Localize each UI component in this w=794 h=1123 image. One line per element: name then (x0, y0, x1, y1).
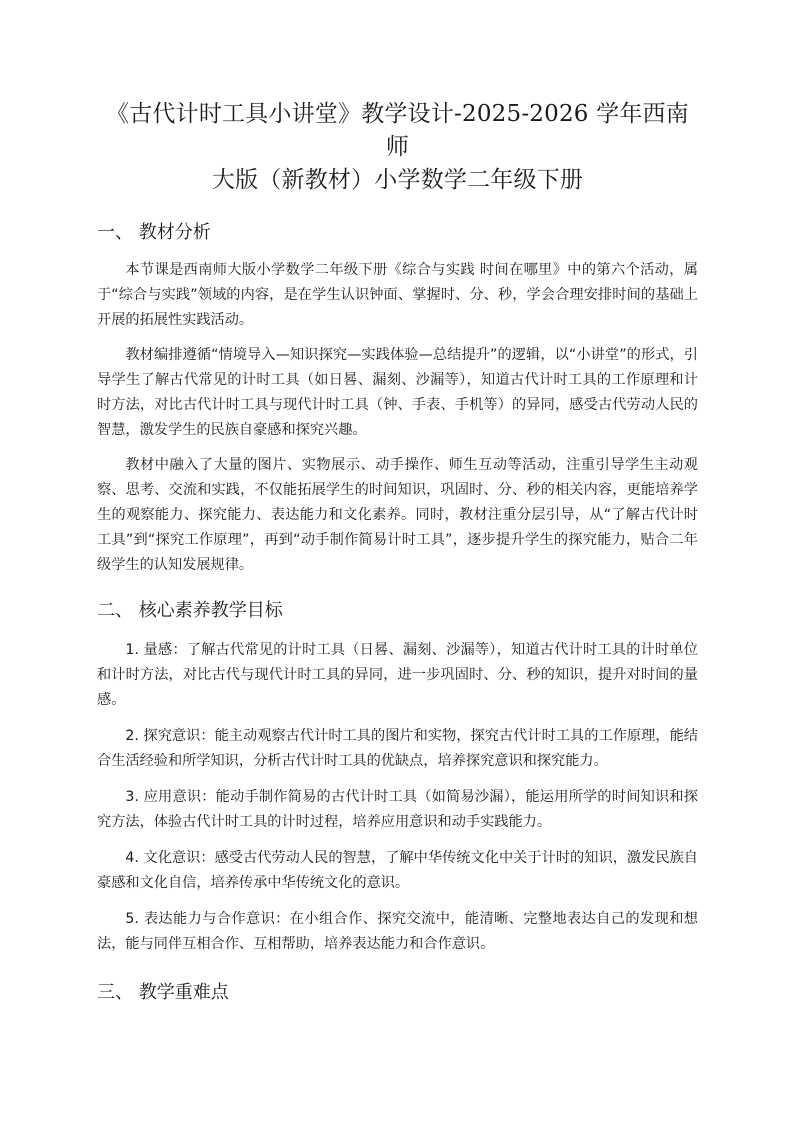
objective-item: 3. 应用意识：能动手制作简易的古代计时工具（如简易沙漏），能运用所学的时间知识和探究方法，体验古代计时工具的计时过程，培养应用意识和动手实践能力。 (97, 789, 698, 830)
document-title-line-1: 《古代计时工具小讲堂》教学设计-2025-2026 学年西南师 (106, 101, 689, 160)
section-heading: 三、 教学重难点 (97, 982, 229, 1003)
section-teaching-objectives (97, 599, 698, 957)
section-key-difficulties (97, 981, 698, 1005)
objective-item: 2. 探究意识：能主动观察古代计时工具的图片和实物，探究古代计时工具的工作原理，能结合生活经验和所学知识，分析古代计时工具的优缺点，培养探究意识和探究能力。 (97, 728, 698, 769)
objective-item: 1. 量感：了解古代常见的计时工具（日晷、漏刻、沙漏等），知道古代计时工具的计时单位和计时方法，对比古代与现代计时工具的异同，进一步巩固时、分、秒的知识，提升对时间的量感。 (97, 642, 698, 708)
section-heading: 一、 教材分析 (97, 222, 211, 243)
document-title (97, 98, 698, 197)
objective-item: 5. 表达能力与合作意识：在小组合作、探究交流中，能清晰、完整地表达自己的发现和想法，能与同伴互相合作、互相帮助，培养表达能力和合作意识。 (97, 911, 698, 952)
paragraph: 教材编排遵循“情境导入—知识探究—实践体验—总结提升”的逻辑，以“小讲堂”的形式，引导学生了解古代常见的计时工具（如日晷、漏刻、沙漏等），知道古代计时工具的工作原理和计时方法，对比古代计时工具与现代计时工具（钟、手表、手机等）的异同，感受古代劳动人民的智慧，激发学生的民族自豪感和探究兴趣。 (97, 347, 698, 438)
section-heading: 二、 核心素养教学目标 (97, 600, 283, 621)
paragraph: 教材中融入了大量的图片、实物展示、动手操作、师生互动等活动，注重引导学生主动观察、思考、交流和实践，不仅能拓展学生的时间知识，巩固时、分、秒的相关内容，更能培养学生的观察能力、探究能力、表达能力和文化素养。同时，教材注重分层引导，从“了解古代计时工具”到“探究工作原理”，再到“动手制作简易计时工具”，逐步提升学生的探究能力，贴合二年级学生的认知发展规律。 (97, 457, 698, 573)
paragraph: 本节课是西南师大版小学数学二年级下册《综合与实践 时间在哪里》中的第六个活动，属于“综合与实践”领域的内容，是在学生认识钟面、掌握时、分、秒，学会合理安排时间的基础上开展的拓展性实践活动。 (97, 262, 698, 328)
document-title-line-2: 大版（新教材）小学数学二年级下册 (211, 167, 584, 193)
objective-item: 4. 文化意识：感受古代劳动人民的智慧，了解中华传统文化中关于计时的知识，激发民族自豪感和文化自信，培养传承中华传统文化的意识。 (97, 850, 698, 891)
section-textbook-analysis (97, 221, 698, 578)
